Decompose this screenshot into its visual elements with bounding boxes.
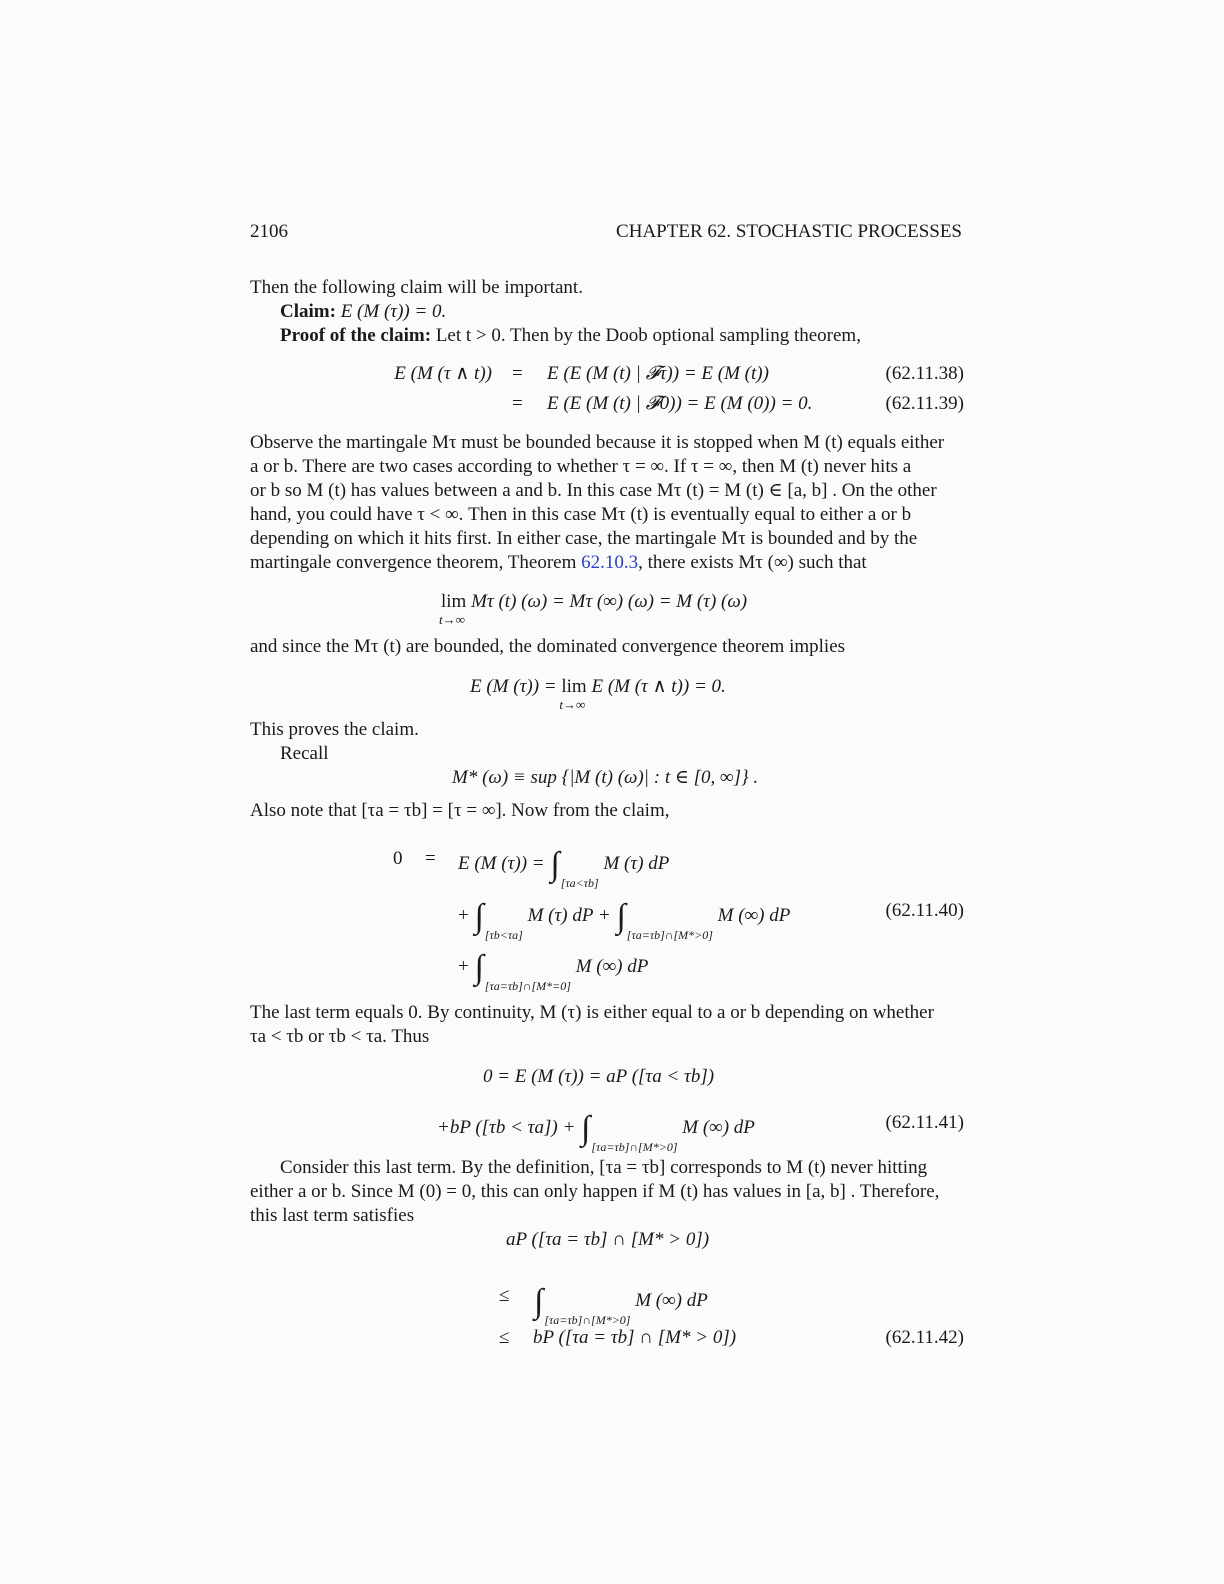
claim-statement [280, 300, 446, 324]
equation-number-40: (62.11.40) [885, 900, 964, 921]
integral-domain: [τb<τa] [484, 928, 523, 942]
integral-domain: [τa=τb]∩[M*>0] [544, 1313, 631, 1327]
paragraph-line: Observe the martingale Mτ must be bounded because it is stopped when M (t) equals either [250, 432, 945, 453]
paragraph-line: τa < τb or τb < τa. Thus [250, 1026, 430, 1047]
eq38-rhs: E (E (M (t) | 𝓕τ)) = E (M (t)) [547, 363, 769, 384]
equation-number-38: (62.11.38) [885, 363, 964, 384]
sup-definition: M* (ω) ≡ sup {|M (t) (ω)| : t ∈ [0, ∞]} . [452, 767, 759, 788]
equation-number-41: (62.11.41) [885, 1112, 964, 1133]
integrand: M (τ) dP + [527, 905, 611, 926]
claim-label: Claim: [280, 301, 336, 322]
integral-domain: [τa=τb]∩[M*=0] [484, 979, 571, 993]
lim-subscript: t→∞ [559, 697, 586, 712]
expectation-rest: E (M (τ ∧ t)) = 0. [591, 676, 726, 697]
eq42-line3: bP ([τa = τb] ∩ [M* > 0]) [533, 1327, 737, 1348]
proof-label: Proof of the claim: [280, 325, 432, 346]
plus-sign: + [458, 905, 469, 926]
integral-domain: [τa=τb]∩[M*>0] [626, 928, 713, 942]
running-header: CHAPTER 62. STOCHASTIC PROCESSES [616, 221, 962, 242]
lim-operator: lim [561, 676, 587, 697]
eq42-rel: ≤ [499, 1327, 510, 1348]
paragraph-text: , there exists Mτ (∞) such that [638, 552, 867, 573]
proof-text: Let t > 0. Then by the Doob optional sampling theorem, [435, 325, 861, 346]
integral-sign: ∫ [534, 1283, 544, 1320]
page-number: 2106 [250, 221, 288, 242]
eq40-zero: 0 [393, 848, 403, 869]
paragraph-line: and since the Mτ (t) are bounded, the dominated convergence theorem implies [250, 636, 846, 657]
integrand: M (∞) dP [682, 1117, 755, 1138]
theorem-link[interactable]: 62.10.3 [581, 552, 639, 573]
paragraph-line: hand, you could have τ < ∞. Then in this case Mτ (t) is eventually equal to either a or b [250, 504, 912, 525]
integral-domain: [τa=τb]∩[M*>0] [591, 1140, 678, 1154]
expectation-lhs: E (M (τ)) = [470, 676, 562, 697]
eq42-line1: aP ([τa = τb] ∩ [M* > 0]) [506, 1229, 710, 1250]
paragraph-line: The last term equals 0. By continuity, M (τ) is either equal to a or b depending on whether [250, 1002, 934, 1023]
paragraph-line: This proves the claim. [250, 719, 419, 740]
equation-number-39: (62.11.39) [885, 393, 964, 414]
limit-equation [439, 590, 748, 627]
eq38-rel: = [512, 363, 523, 384]
integrand: M (τ) dP [603, 853, 670, 874]
eq38-lhs: E (M (τ ∧ t)) [394, 363, 492, 384]
eq40-rel: = [425, 848, 436, 869]
integrand: M (∞) dP [575, 956, 649, 977]
integral-sign: ∫ [474, 949, 484, 986]
equation-number-42: (62.11.42) [885, 1327, 964, 1348]
paragraph-line: or b so M (t) has values between a and b. In this case Mτ (t) = M (t) ∈ [a, b] . On the other [250, 480, 937, 501]
claim-expression: E (M (τ)) = 0. [340, 301, 447, 322]
eq40-line1-lhs: E (M (τ)) = [458, 853, 545, 874]
eq39-rhs: E (E (M (t) | 𝓕0)) = E (M (0)) = 0. [547, 393, 813, 414]
integral-sign: ∫ [581, 1110, 591, 1147]
integrand: M (∞) dP [635, 1290, 708, 1311]
intro-line: Then the following claim will be important. [250, 277, 583, 298]
plus-sign: + [458, 956, 469, 977]
integral-domain: [τa<τb] [560, 876, 599, 890]
paragraph-line: this last term satisfies [250, 1205, 415, 1226]
paragraph-line: a or b. There are two cases according to whether τ = ∞. If τ = ∞, then M (t) never hits a [250, 456, 912, 477]
proof-intro [280, 324, 861, 348]
expectation-equation [470, 675, 726, 712]
paragraph-line: Also note that [τa = τb] = [τ = ∞]. Now from the claim, [250, 800, 670, 821]
eq41-line2-lhs: +bP ([τb < τa]) + [437, 1117, 576, 1138]
paragraph-line [250, 551, 867, 575]
paragraph-text: martingale convergence theorem, Theorem [250, 552, 582, 573]
paragraph-line: either a or b. Since M (0) = 0, this can only happen if M (t) has values in [a, b] . Therefore, [250, 1181, 940, 1202]
eq41-line1: 0 = E (M (τ)) = aP ([τa < τb]) [483, 1066, 715, 1087]
paragraph-line: Consider this last term. By the definition, [τa = τb] corresponds to M (t) never hitting [280, 1157, 928, 1178]
lim-subscript: t→∞ [439, 612, 465, 627]
lim-operator: lim [441, 591, 467, 612]
eq39-rel: = [512, 393, 523, 414]
eq42-rel: ≤ [499, 1285, 510, 1306]
integral-sign: ∫ [474, 898, 484, 935]
integral-sign: ∫ [616, 898, 626, 935]
paragraph-line: depending on which it hits first. In either case, the martingale Mτ is bounded and by the [250, 528, 918, 549]
integrand: M (∞) dP [717, 905, 791, 926]
paragraph-line: Recall [280, 743, 329, 764]
limit-expression: Mτ (t) (ω) = Mτ (∞) (ω) = M (τ) (ω) [471, 591, 748, 612]
integral-sign: ∫ [550, 846, 560, 883]
